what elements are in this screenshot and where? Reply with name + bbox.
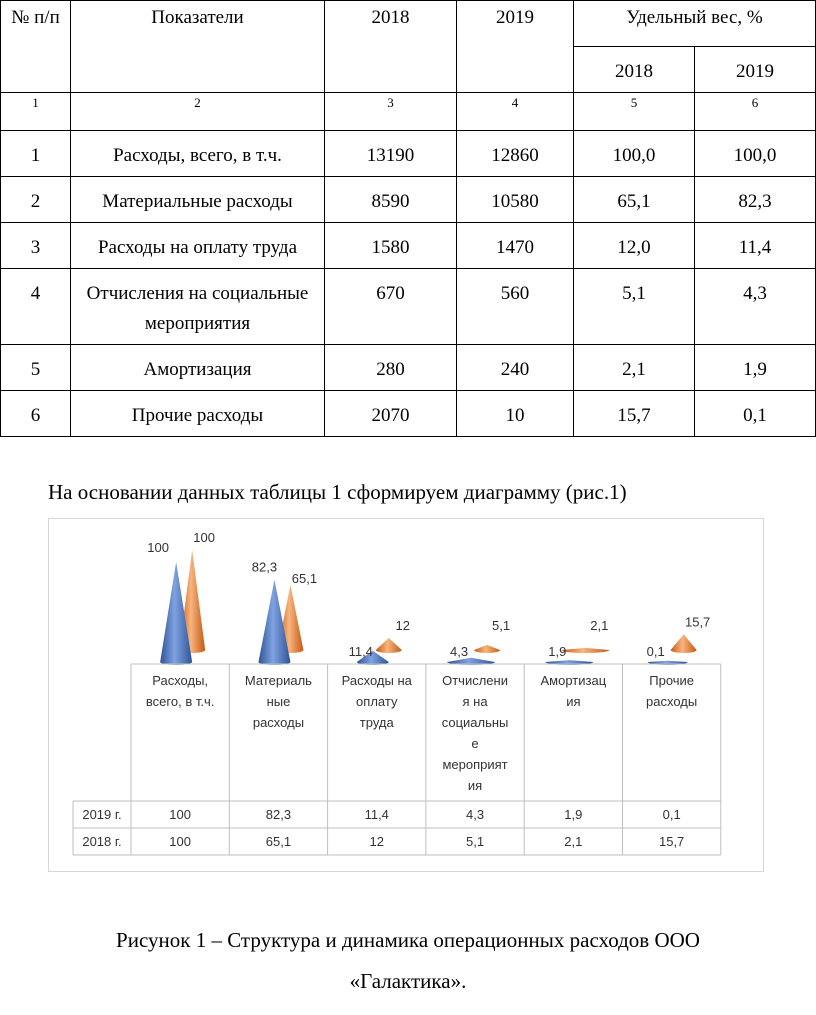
row-share-2019: 4,3 [695, 269, 816, 345]
category-label: Материаль ные расходы [244, 673, 312, 730]
table-value: 100 [169, 807, 192, 822]
row-share-2019: 100,0 [695, 131, 816, 177]
data-label: 100 [193, 530, 216, 545]
table-value: 82,3 [265, 807, 292, 822]
table-row [1, 269, 816, 345]
cone-chart [49, 519, 763, 871]
row-name: Расходы на оплату труда [71, 223, 325, 269]
row-value-2019: 560 [457, 269, 574, 345]
row-num: 5 [1, 345, 71, 391]
row-name: Материальные расходы [71, 177, 325, 223]
table-row [1, 345, 816, 391]
data-label: 12 [395, 618, 410, 633]
row-share-2019: 11,4 [695, 223, 816, 269]
data-label: 11,4 [348, 644, 373, 659]
header-share-2018: 2018 [574, 47, 695, 93]
row-share-2019: 82,3 [695, 177, 816, 223]
category-label: Расходы, всего, в т.ч. [145, 673, 215, 709]
category-label: Прочие расходы [646, 673, 698, 709]
header-share: Удельный вес, % [574, 1, 816, 47]
index-cell: 1 [1, 93, 71, 131]
table-value: 65,1 [265, 834, 292, 849]
row-num: 4 [1, 269, 71, 345]
header-year-2019: 2019 [457, 1, 574, 93]
index-cell: 5 [574, 93, 695, 131]
data-label: 4,3 [450, 644, 469, 659]
row-value-2018: 280 [325, 345, 457, 391]
data-label: 2,1 [590, 618, 609, 633]
row-name: Расходы, всего, в т.ч. [71, 131, 325, 177]
row-value-2019: 240 [457, 345, 574, 391]
figure-caption-line-1: Рисунок 1 – Структура и динамика операционных расходов ООО [116, 928, 700, 952]
row-share-2018: 5,1 [574, 269, 695, 345]
row-num: 1 [1, 131, 71, 177]
data-label: 15,7 [684, 614, 711, 630]
row-share-2019: 0,1 [695, 391, 816, 437]
intro-paragraph: На основании данных таблицы 1 сформируем диаграмму (рис.1) [48, 480, 627, 504]
index-cell: 3 [325, 93, 457, 131]
table-value: 100 [169, 834, 192, 849]
row-value-2018: 8590 [325, 177, 457, 223]
header-indicators: Показатели [71, 1, 325, 93]
category-label: Амортизац ия [540, 673, 607, 709]
cone-2018 [474, 645, 500, 653]
table-value: 4,3 [466, 807, 485, 822]
cone-2018 [671, 634, 697, 653]
header-num: № п/п [1, 1, 71, 93]
category-label: Расходы на оплату труда [341, 673, 412, 730]
series-name: 2018 г. [82, 834, 122, 849]
index-cell: 6 [695, 93, 816, 131]
row-share-2018: 2,1 [574, 345, 695, 391]
data-label: 100 [147, 540, 170, 555]
table-row [1, 391, 816, 437]
row-num: 2 [1, 177, 71, 223]
figure-caption-line-2: «Галактика». [349, 969, 467, 993]
row-share-2018: 15,7 [574, 391, 695, 437]
row-name: Прочие расходы [71, 391, 325, 437]
row-value-2018: 2070 [325, 391, 457, 437]
data-label: 0,1 [646, 644, 665, 659]
table-value: 12 [369, 834, 384, 849]
index-cell: 4 [457, 93, 574, 131]
row-value-2018: 1580 [325, 223, 457, 269]
index-cell: 2 [71, 93, 325, 131]
table-value: 15,7 [658, 834, 685, 849]
table-value: 0,1 [662, 807, 681, 822]
row-num: 3 [1, 223, 71, 269]
row-share-2018: 100,0 [574, 131, 695, 177]
table-row [1, 177, 816, 223]
row-value-2018: 13190 [325, 131, 457, 177]
cone-2018 [561, 648, 609, 653]
row-value-2019: 10 [457, 391, 574, 437]
row-value-2019: 12860 [457, 131, 574, 177]
row-value-2019: 10580 [457, 177, 574, 223]
row-share-2019: 1,9 [695, 345, 816, 391]
table-value: 5,1 [466, 834, 485, 849]
cone-2018 [376, 638, 402, 653]
chart-frame [48, 518, 764, 872]
series-name: 2019 г. [82, 807, 122, 822]
header-year-2018: 2018 [325, 1, 457, 93]
row-name: Отчисления на социальные мероприятия [71, 269, 325, 345]
data-label: 65,1 [291, 570, 318, 586]
row-share-2018: 12,0 [574, 223, 695, 269]
table-row [1, 223, 816, 269]
data-label: 82,3 [251, 559, 278, 575]
data-label: 5,1 [492, 618, 511, 633]
row-share-2018: 65,1 [574, 177, 695, 223]
row-value-2019: 1470 [457, 223, 574, 269]
row-num: 6 [1, 391, 71, 437]
header-share-2019: 2019 [695, 47, 816, 93]
table-row [1, 131, 816, 177]
table-value: 11,4 [364, 807, 389, 822]
expenses-table [0, 0, 816, 437]
row-value-2018: 670 [325, 269, 457, 345]
row-name: Амортизация [71, 345, 325, 391]
category-label: Отчислени я на социальны е мероприят ия [441, 673, 509, 793]
table-value: 1,9 [564, 807, 583, 822]
table-value: 2,1 [564, 834, 583, 849]
data-label: 1,9 [548, 644, 567, 659]
